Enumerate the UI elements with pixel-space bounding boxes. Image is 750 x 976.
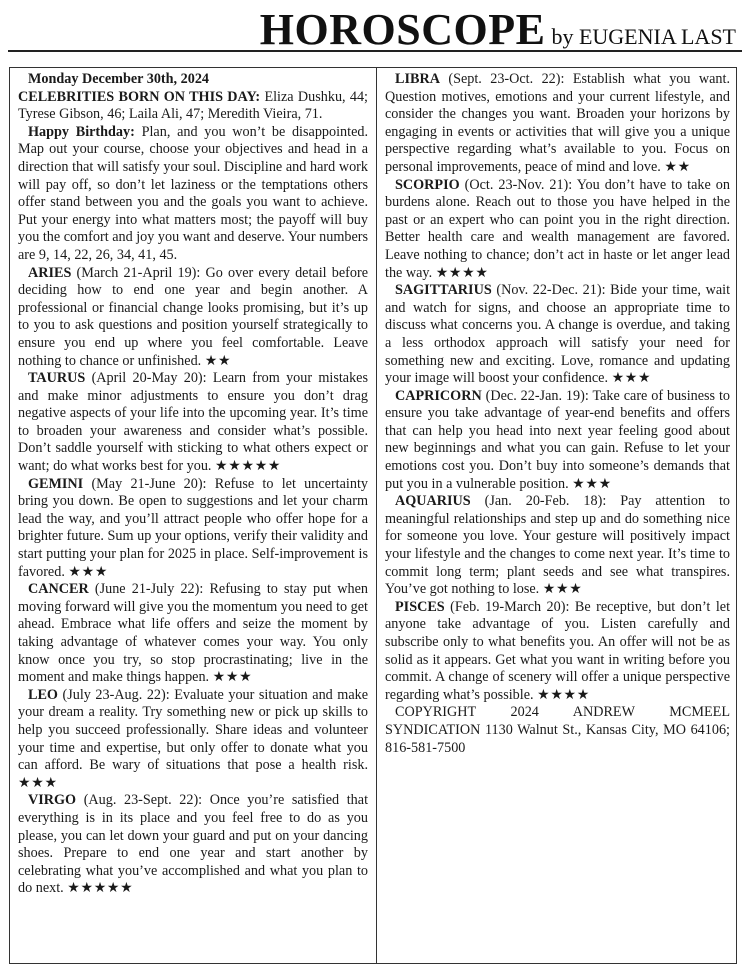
sign-leo bbox=[18, 687, 368, 793]
sign-name: SAGITTARIUS bbox=[395, 282, 492, 299]
masthead bbox=[0, 0, 750, 58]
star-rating: ★★★ bbox=[611, 370, 652, 387]
sign-cancer bbox=[18, 581, 368, 687]
sign-capricorn bbox=[385, 388, 730, 494]
star-rating: ★★★ bbox=[212, 669, 253, 686]
byline: by EUGENIA LAST bbox=[551, 24, 736, 49]
sign-text: Bide your time, wait and watch for signs, and choose an appropriate time to discuss what concerns you. A change is overdue, and taking a less orthodox approach will satisfy your need for something new and exciting. Love, romance and updating your image will boost your confidence. bbox=[385, 282, 731, 387]
sign-dates: (Feb. 19-March 20): bbox=[450, 598, 570, 615]
star-rating: ★★★ bbox=[68, 563, 109, 580]
sign-dates: (May 21-June 20): bbox=[91, 475, 207, 492]
star-rating: ★★ bbox=[664, 158, 691, 175]
sign-aries bbox=[18, 265, 368, 371]
sign-text: You don’t have to take on burdens alone. Reach out to those you have helped in the past or an expert who can point you in the right direction. Better health care and wealth management are favored. Leave nothing to chance; don’t act in haste or let anger lead the way. bbox=[385, 176, 730, 281]
sign-name: CAPRICORN bbox=[395, 387, 482, 404]
sign-scorpio bbox=[385, 177, 730, 283]
title-wrap bbox=[260, 4, 736, 55]
sign-dates: (Oct. 23-Nov. 21): bbox=[464, 176, 573, 193]
sign-name: ARIES bbox=[28, 264, 72, 281]
sign-sagittarius bbox=[385, 282, 730, 388]
celebrities-paragraph bbox=[18, 89, 368, 124]
sign-taurus bbox=[18, 370, 368, 476]
star-rating: ★★★ bbox=[542, 581, 583, 598]
header-rule bbox=[8, 50, 742, 52]
star-rating: ★★★ bbox=[18, 774, 58, 791]
sign-dates: (July 23-Aug. 22): bbox=[62, 686, 170, 703]
issue-date: Monday December 30th, 2024 bbox=[28, 71, 210, 87]
star-rating: ★★ bbox=[204, 352, 232, 369]
sign-virgo bbox=[18, 792, 368, 898]
sign-dates: (Nov. 22-Dec. 21): bbox=[496, 282, 606, 299]
sign-text: Refuse to let uncertainty bring you down. Be open to suggestions and let your charm lead the way, and you’ll attract people who offer hope for a brighter future. Sum up your options, verify their validity and start putting your plan for 2025 in place. Self-improvement is favored. bbox=[18, 475, 368, 580]
left-column bbox=[18, 71, 368, 898]
star-rating: ★★★★ bbox=[435, 264, 489, 281]
sign-text: Be receptive, but don’t let anyone take advantage of you. Listen carefully and subscribe only to what benefits you. An offer will not be as solid as it appears. Get what you want in writing before you commit. A change of scenery will offer a unique perspective regarding what’s possible. bbox=[385, 598, 731, 703]
sign-text: Establish what you want. Question motives, emotions and your current lifestyle, and consider the changes you want. Broaden your horizons by engaging in events or activities that will give you a unique perspective regarding what’s available to you. Focus on personal improvements, peace of mind and love. bbox=[385, 71, 730, 175]
sign-text: Go over every detail before deciding how to end one year and begin another. A professional or financial change looks promising, but it’s up to you to ask questions and position yourself strategically to ensure you end up where you feel comfortable. Leave nothing to chance or unfinished. bbox=[18, 264, 369, 369]
birthday-paragraph bbox=[18, 124, 368, 265]
page-title: HOROSCOPE bbox=[259, 5, 546, 54]
sign-dates: (Aug. 23-Sept. 22): bbox=[83, 792, 203, 809]
celebrities-text: Eliza Dushku, 44; Tyrese Gibson, 46; Laila Ali, 47; Meredith Vieira, 71. bbox=[18, 88, 369, 123]
sign-dates: (March 21-April 19): bbox=[76, 264, 201, 281]
sign-name: LIBRA bbox=[395, 71, 440, 87]
sign-aquarius bbox=[385, 493, 730, 599]
sign-name: GEMINI bbox=[28, 475, 84, 492]
sign-dates: (Dec. 22-Jan. 19): bbox=[485, 387, 589, 404]
sign-name: CANCER bbox=[28, 581, 89, 598]
sign-name: PISCES bbox=[395, 598, 445, 615]
birthday-text: Plan, and you won’t be disappointed. Map out your course, choose your objectives and head in a direction that will satisfy your soul. Discipline and hard work will pay off, so don’t let laziness or the temptations others offer stand between you and the goals you want to achieve. Put your energy into what matters most; the payoff will buy you the comfort and joy you want and deserve. Your numbers are 9, 14, 22, 26, 34, 41, 45. bbox=[18, 123, 369, 263]
birthday-label: Happy Birthday: bbox=[28, 123, 135, 140]
copyright-notice: COPYRIGHT 2024 ANDREW MCMEEL SYNDICATION 1130 Walnut St., Kansas City, MO 64106; 816-581-7500 bbox=[385, 704, 730, 756]
star-rating: ★★★ bbox=[572, 475, 612, 492]
sign-dates: (June 21-July 22): bbox=[94, 581, 204, 598]
sign-name: AQUARIUS bbox=[395, 493, 471, 510]
star-rating: ★★★★★ bbox=[67, 880, 134, 897]
sign-text: Pay attention to meaningful relationships and step up and do something nice for someone you love. Your gesture will positively impact your lifestyle and the changes to come next year. It’s time to commit long term; plant seeds and see what transpires. You’ve got nothing to lose. bbox=[385, 493, 731, 598]
sign-dates: (April 20-May 20): bbox=[91, 370, 207, 387]
sign-name: TAURUS bbox=[28, 370, 86, 387]
star-rating: ★★★★ bbox=[537, 686, 590, 703]
star-rating: ★★★★★ bbox=[215, 458, 282, 475]
sign-text: Once you’re satisfied that everything is in its place and you feel free to do as you please, you can let down your guard and put on your dancing shoes. Prepare to end one year and start another by celebrating what you’ve accomplished and what you plan to do next. bbox=[18, 792, 369, 897]
sign-text: Take care of business to ensure you take advantage of year-end benefits and offers that can help you head into next year feeling good about new beginnings and what you can gain. Refuse to let your emotions cost you. Don’t buy into someone’s demands that put you in a vulnerable position. bbox=[385, 387, 731, 492]
sign-name: LEO bbox=[28, 686, 58, 703]
sign-pisces bbox=[385, 599, 730, 705]
sign-text: Evaluate your situation and make your dream a reality. Try something new or pick up skills to help you succeed professionally. Share ideas and volunteer your time and expertise, but only offer to donate what you can afford. Be wary of situations that pose a health risk. bbox=[18, 686, 369, 774]
column-divider bbox=[376, 67, 377, 964]
sign-dates: (Jan. 20-Feb. 18): bbox=[484, 493, 607, 510]
sign-name: SCORPIO bbox=[395, 176, 460, 193]
sign-libra bbox=[385, 71, 730, 177]
sign-text: Refusing to stay put when moving forward will give you the momentum you need to get ahead. Embrace what life offers and seize the moment by taking advantage of whatever comes your way. You only know once you try, so stop procrastinating; live in the moment and make things happen. bbox=[18, 581, 369, 686]
celebrities-label: CELEBRITIES BORN ON THIS DAY: bbox=[18, 88, 261, 105]
right-column bbox=[385, 71, 730, 757]
sign-gemini bbox=[18, 476, 368, 582]
sign-dates: (Sept. 23-Oct. 22): bbox=[448, 71, 565, 87]
sign-text: Learn from your mistakes and make minor adjustments to ensure you don’t drag negative aspects of your life into the upcoming year. It’s time to broaden your awareness and consider what’s possible. Don’t saddle yourself with sticking to what others expect or want; do what works best for you. bbox=[18, 370, 369, 475]
sign-name: VIRGO bbox=[28, 792, 77, 809]
